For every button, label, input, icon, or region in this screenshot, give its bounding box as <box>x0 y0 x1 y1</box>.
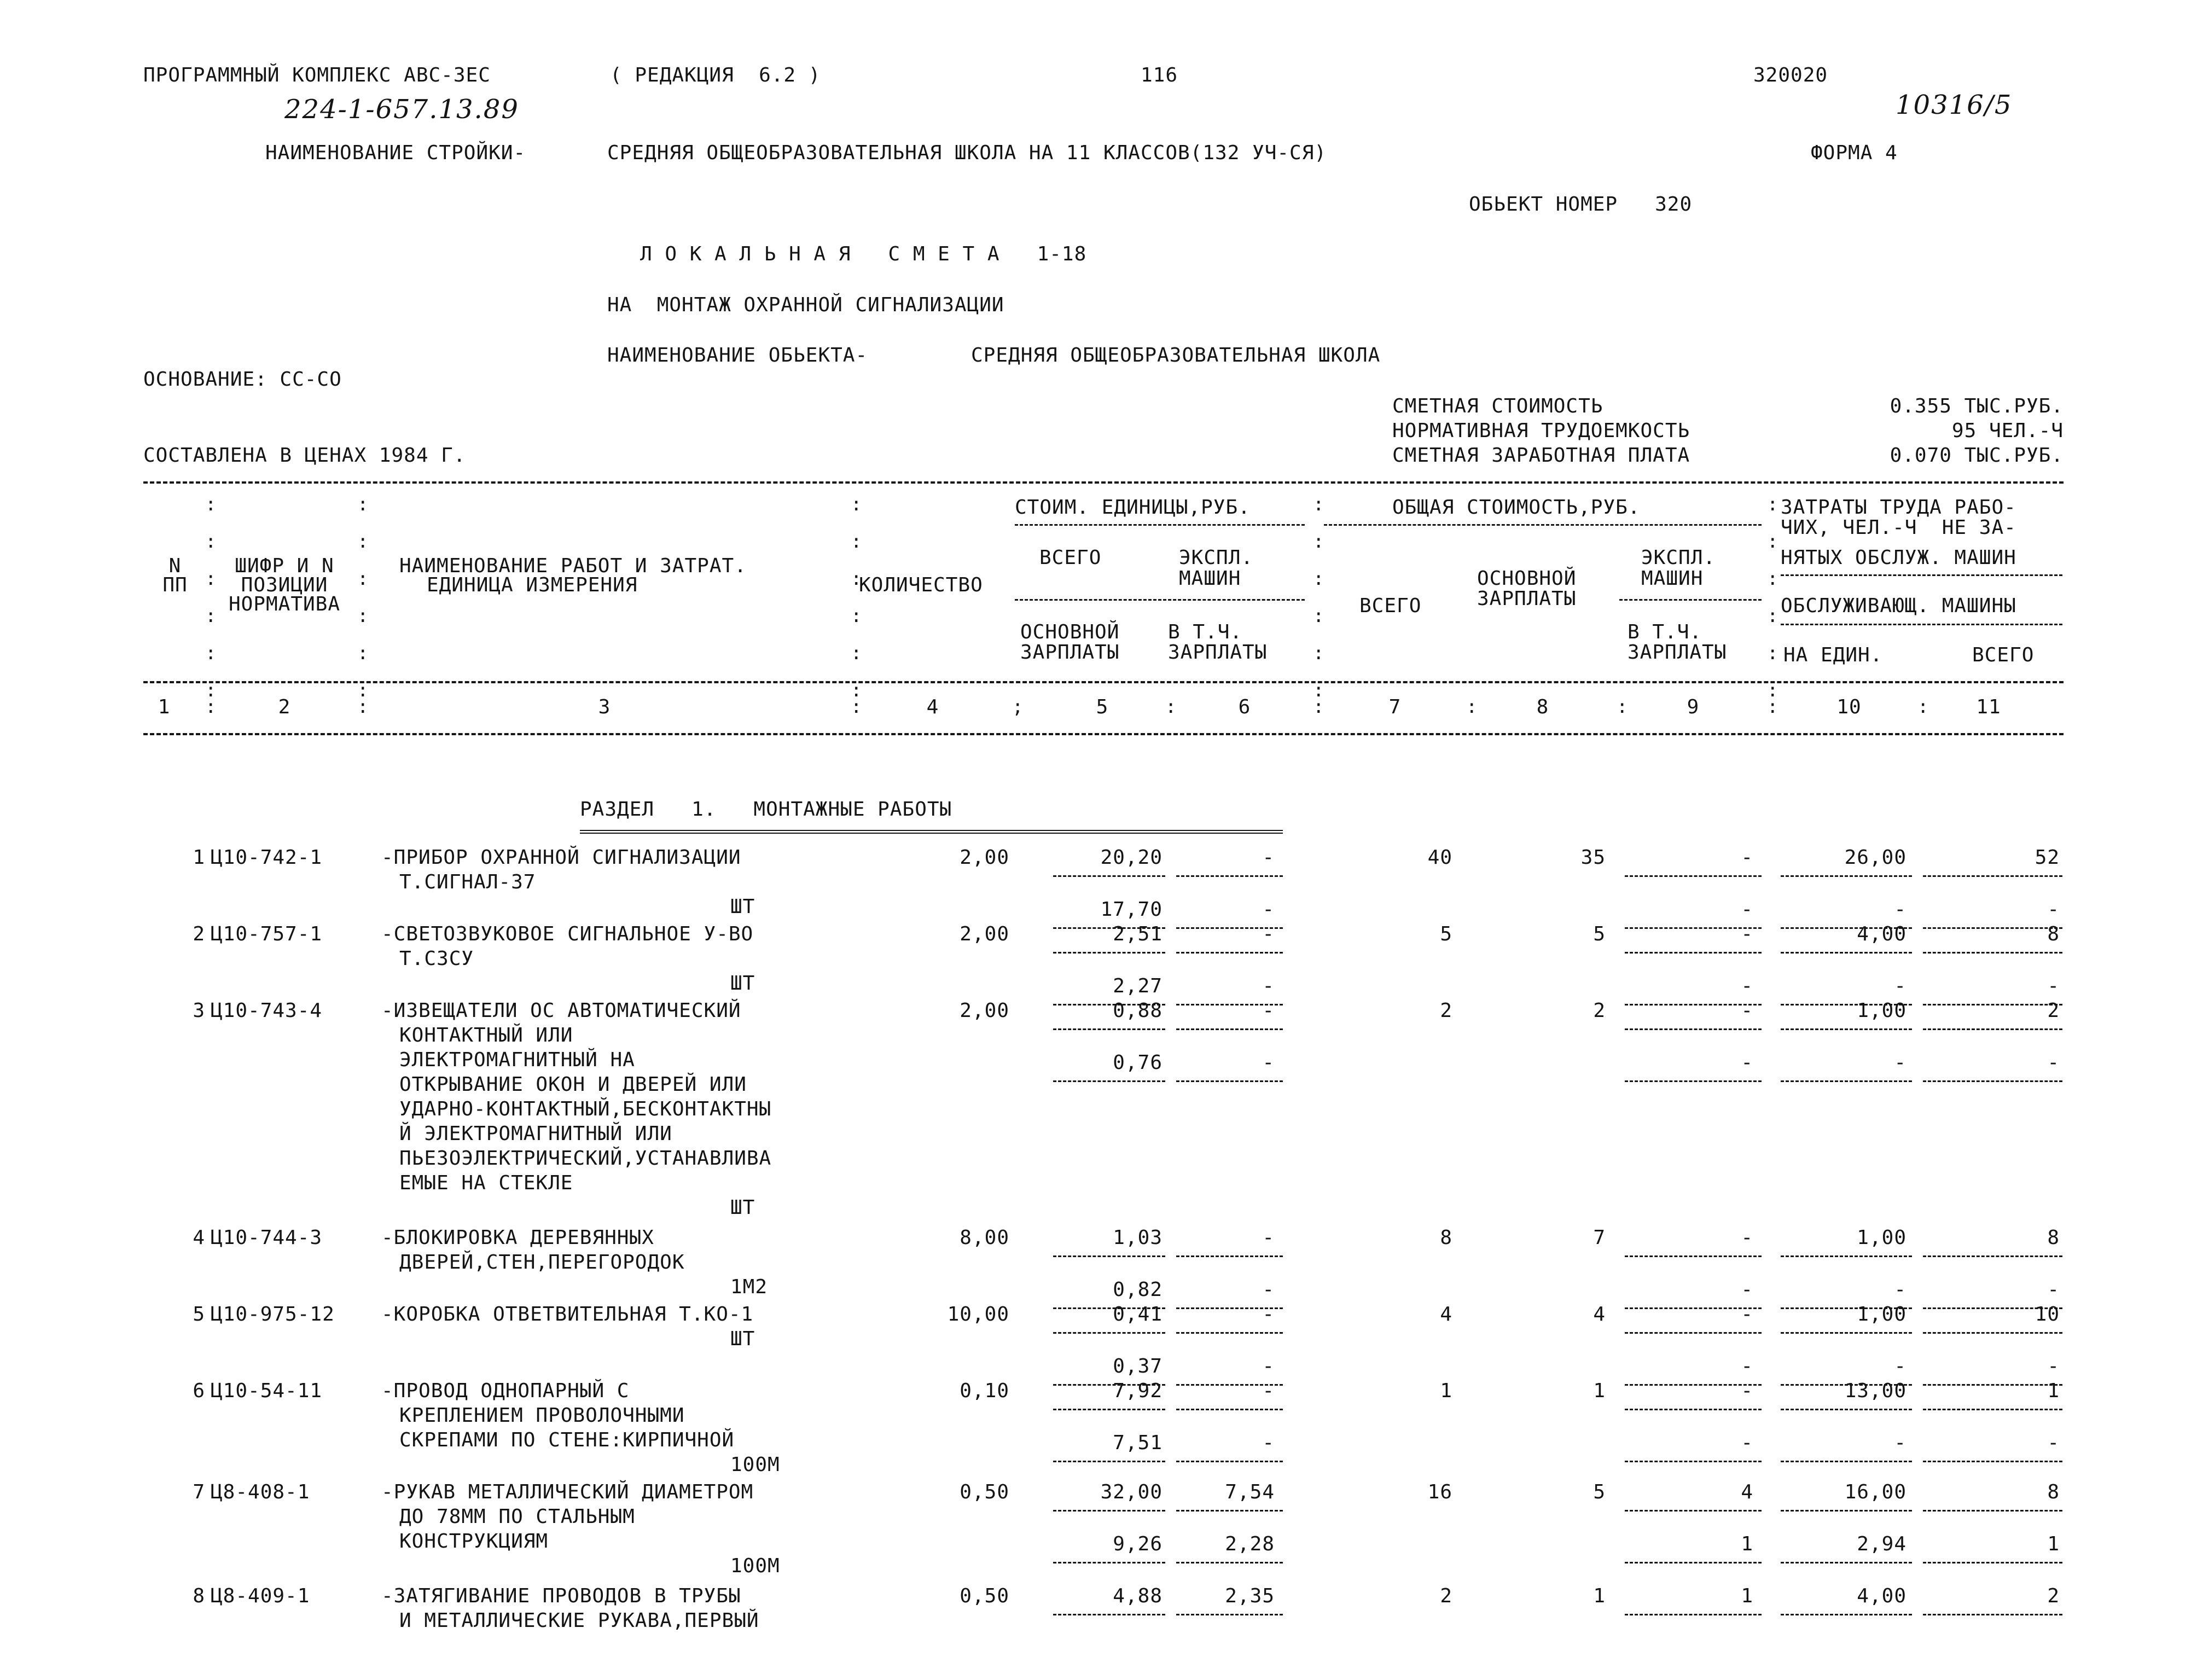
rule <box>1324 524 1762 526</box>
row-c5: 4,88 <box>1113 1585 1163 1607</box>
col2-header-line1: ШИФР И N <box>235 555 334 577</box>
row-number: 6 <box>193 1380 205 1402</box>
row-c9: 4 <box>1741 1481 1753 1503</box>
row-code: Ц10-975-12 <box>211 1303 335 1326</box>
labor-total-header: ВСЕГО <box>1972 644 2035 666</box>
row-c11: 1 <box>2047 1380 2060 1402</box>
row-c8: 7 <box>1593 1226 1606 1249</box>
object-name-label: НАИМЕНОВАНИЕ ОБЬЕКТА- <box>607 344 868 367</box>
cell-rule <box>1625 952 1762 954</box>
cell-rule <box>1053 1332 1165 1334</box>
rule <box>1781 574 2062 576</box>
row-c5: 20,20 <box>1100 846 1163 869</box>
construction-label: НАИМЕНОВАНИЕ СТРОЙКИ- <box>265 142 526 164</box>
row-c11-service: 1 <box>2047 1533 2060 1555</box>
cell-rule <box>1923 1562 2062 1563</box>
cell-rule <box>1176 875 1283 877</box>
cell-rule <box>1176 1614 1283 1615</box>
row-c9: - <box>1741 923 1753 945</box>
col-sep: : <box>1165 696 1177 718</box>
row-name-line: -БЛОКИРОВКА ДЕРЕВЯННЫХ <box>381 1226 654 1249</box>
unit-incl-header-2: ЗАРПЛАТЫ <box>1168 641 1268 664</box>
row-number: 4 <box>193 1226 205 1249</box>
labor-header-2: ЧИХ, ЧЕЛ.-Ч НЕ ЗА- <box>1781 516 2016 539</box>
col-sep: : : : : : : <box>1313 493 1324 701</box>
summary-wage-value: 0.070 ТЫС.РУБ. <box>1890 444 2064 467</box>
col-sep: : : : : : : <box>851 493 862 701</box>
labor-header-3: НЯТЫХ ОБСЛУЖ. МАШИН <box>1781 547 2016 569</box>
cell-rule <box>1923 1028 2062 1030</box>
row-unit: ШТ <box>730 1328 755 1350</box>
row-qty: 0,10 <box>960 1380 1009 1402</box>
summary-labor-label: НОРМАТИВНАЯ ТРУДОЕМКОСТЬ <box>1392 420 1690 442</box>
col-number: 7 <box>1388 696 1402 718</box>
cell-rule <box>1781 952 1912 954</box>
row-unit: ШТ <box>730 972 755 995</box>
cell-rule <box>1053 1461 1165 1462</box>
row-qty: 0,50 <box>960 1585 1009 1607</box>
cell-rule <box>1923 875 2062 877</box>
row-name-line: УДАРНО-КОНТАКТНЫЙ,БЕСКОНТАКТНЫ <box>399 1098 772 1120</box>
row-name-line: ДВЕРЕЙ,СТЕН,ПЕРЕГОРОДОК <box>399 1251 685 1274</box>
cell-rule <box>1176 1562 1283 1563</box>
row-c9-wage: 1 <box>1741 1533 1753 1555</box>
edition: ( РЕДАКЦИЯ 6.2 ) <box>610 64 821 86</box>
row-code: Ц10-54-11 <box>211 1380 323 1402</box>
cell-rule <box>1923 1461 2062 1462</box>
cell-rule <box>1176 1409 1283 1410</box>
col-sep: : <box>1767 696 1778 718</box>
cell-rule <box>1625 1028 1762 1030</box>
cell-rule <box>1625 1080 1762 1082</box>
row-c9-wage: - <box>1741 975 1753 997</box>
labor-header-1: ЗАТРАТЫ ТРУДА РАБО- <box>1781 496 2016 519</box>
row-c7: 8 <box>1440 1226 1452 1249</box>
row-c9: - <box>1741 846 1753 869</box>
col-number: 6 <box>1238 696 1251 718</box>
row-c6: - <box>1262 1380 1275 1402</box>
row-c6-wage: - <box>1262 975 1275 997</box>
row-c10: 26,00 <box>1844 846 1907 869</box>
col-sep: : <box>1917 696 1929 718</box>
row-c8: 1 <box>1593 1380 1606 1402</box>
cell-rule <box>1176 1255 1283 1257</box>
total-all-header: ВСЕГО <box>1359 595 1422 617</box>
row-code: Ц10-742-1 <box>211 846 323 869</box>
row-unit: ШТ <box>730 1196 755 1219</box>
row-c11-service: - <box>2047 1432 2060 1454</box>
row-number: 8 <box>193 1585 205 1607</box>
estimate-subject: НА МОНТАЖ ОХРАННОЙ СИГНАЛИЗАЦИИ <box>607 294 1004 316</box>
row-code: Ц10-757-1 <box>211 923 323 945</box>
row-c10: 16,00 <box>1844 1481 1907 1503</box>
row-c11: 10 <box>2035 1303 2060 1326</box>
row-number: 1 <box>193 846 205 869</box>
cell-rule <box>1625 1461 1762 1462</box>
row-c6-wage: - <box>1262 1432 1275 1454</box>
cell-rule <box>1923 1409 2062 1410</box>
col-sep: : <box>205 696 217 718</box>
cell-rule <box>1053 1614 1165 1615</box>
row-c10-service: - <box>1894 1051 1907 1074</box>
row-name-line: КОНТАКТНЫЙ ИЛИ <box>399 1024 573 1047</box>
row-c8: 5 <box>1593 1481 1606 1503</box>
unit-wage-header-1: ОСНОВНОЙ <box>1020 621 1120 643</box>
row-c6-wage: - <box>1262 1355 1275 1377</box>
row-name-line: СКРЕПАМИ ПО СТЕНЕ:КИРПИЧНОЙ <box>399 1429 735 1451</box>
cell-rule <box>1923 1510 2062 1512</box>
unit-wage-header-2: ЗАРПЛАТЫ <box>1020 641 1120 664</box>
row-c6: - <box>1262 1226 1275 1249</box>
object-name: СРЕДНЯЯ ОБЩЕОБРАЗОВАТЕЛЬНАЯ ШКОЛА <box>971 344 1381 367</box>
col-sep: : : : : : : <box>357 493 369 701</box>
row-c11: 8 <box>2047 1481 2060 1503</box>
row-name-line: КОНСТРУКЦИЯМ <box>399 1530 549 1553</box>
row-c10-service: - <box>1894 898 1907 921</box>
row-c6: - <box>1262 999 1275 1022</box>
cell-rule <box>1053 1562 1165 1563</box>
row-c6-wage: 2,28 <box>1225 1533 1275 1555</box>
row-c6-wage: - <box>1262 1051 1275 1074</box>
total-wage-header-2: ЗАРПЛАТЫ <box>1477 588 1577 610</box>
col4-header: КОЛИЧЕСТВО <box>859 574 983 596</box>
row-code: Ц10-744-3 <box>211 1226 323 1249</box>
row-c5-wage: 2,27 <box>1113 975 1163 997</box>
numbers-bottom-rule <box>143 733 2064 735</box>
row-c11-service: - <box>2047 898 2060 921</box>
cell-rule <box>1053 952 1165 954</box>
row-c10: 1,00 <box>1857 1303 1907 1326</box>
rule <box>1015 599 1305 601</box>
row-c9-wage: - <box>1741 1355 1753 1377</box>
col-number: 2 <box>278 696 291 718</box>
row-c8: 1 <box>1593 1585 1606 1607</box>
row-code: Ц8-409-1 <box>211 1585 310 1607</box>
row-c7: 2 <box>1440 999 1452 1022</box>
col2-header-line3: НОРМАТИВА <box>228 593 341 615</box>
handwritten-note-right: 10316/5 <box>1896 90 2013 120</box>
col-sep: : : : : : : <box>205 493 217 701</box>
col-number: 9 <box>1687 696 1700 718</box>
row-c9: - <box>1741 999 1753 1022</box>
cell-rule <box>1923 1384 2062 1386</box>
cell-rule <box>1625 1614 1762 1615</box>
cell-rule <box>1781 1332 1912 1334</box>
row-c11-service: - <box>2047 1051 2060 1074</box>
row-unit: ШТ <box>730 896 755 918</box>
total-incl-header-2: ЗАРПЛАТЫ <box>1628 641 1727 664</box>
cell-rule <box>1176 1332 1283 1334</box>
col-sep: : <box>357 696 369 718</box>
section-underline <box>580 830 1283 834</box>
cell-rule <box>1176 1080 1283 1082</box>
col1-header-line2: ПП <box>162 574 188 596</box>
row-c5: 7,92 <box>1113 1380 1163 1402</box>
row-c6: 2,35 <box>1225 1585 1275 1607</box>
total-incl-header-1: В Т.Ч. <box>1628 621 1702 643</box>
row-c5: 0,88 <box>1113 999 1163 1022</box>
row-code: Ц8-408-1 <box>211 1481 310 1503</box>
cell-rule <box>1176 1028 1283 1030</box>
cell-rule <box>1781 1614 1912 1615</box>
row-name-line: -РУКАВ МЕТАЛЛИЧЕСКИЙ ДИАМЕТРОМ <box>381 1481 754 1503</box>
row-c5: 0,41 <box>1113 1303 1163 1326</box>
row-name-line: Т.С3СУ <box>399 947 474 970</box>
cell-rule <box>1781 1028 1912 1030</box>
cell-rule <box>1053 1080 1165 1082</box>
row-c10: 1,00 <box>1857 999 1907 1022</box>
row-c6: - <box>1262 1303 1275 1326</box>
row-c5: 1,03 <box>1113 1226 1163 1249</box>
cell-rule <box>1176 952 1283 954</box>
col-sep: ; <box>1012 696 1024 718</box>
row-name-line: -КОРОБКА ОТВЕТВИТЕЛЬНАЯ Т.КО-1 <box>381 1303 754 1326</box>
row-c8: 35 <box>1580 846 1606 869</box>
unit-incl-header-1: В Т.Ч. <box>1168 621 1243 643</box>
row-c9-wage: - <box>1741 1051 1753 1074</box>
row-c11: 8 <box>2047 923 2060 945</box>
col-number: 3 <box>598 696 611 718</box>
col-number: 8 <box>1536 696 1549 718</box>
labor-unit-header: НА ЕДИН. <box>1783 644 1883 666</box>
row-c7: 4 <box>1440 1303 1452 1326</box>
price-basis: СОСТАВЛЕНА В ЦЕНАХ 1984 Г. <box>143 444 466 467</box>
rule <box>1619 599 1762 601</box>
cell-rule <box>1625 1255 1762 1257</box>
cell-rule <box>1625 1510 1762 1512</box>
row-c7: 1 <box>1440 1380 1452 1402</box>
col-number: 1 <box>158 696 171 718</box>
header-bottom-rule <box>143 681 2064 683</box>
cell-rule <box>1923 1255 2062 1257</box>
row-qty: 8,00 <box>960 1226 1009 1249</box>
document-code: 320020 <box>1753 64 1828 86</box>
row-c9-wage: - <box>1741 1278 1753 1301</box>
row-name-line: Т.СИГНАЛ-37 <box>399 871 536 893</box>
col-sep: : <box>1617 696 1628 718</box>
row-name-line: -ИЗВЕЩАТЕЛИ ОС АВТОМАТИЧЕСКИЙ <box>381 999 741 1022</box>
cell-rule <box>1053 1255 1165 1257</box>
cell-rule <box>1176 1461 1283 1462</box>
row-c6-wage: - <box>1262 898 1275 921</box>
row-number: 3 <box>193 999 205 1022</box>
summary-labor-value: 95 ЧЕЛ.-Ч <box>1951 420 2064 442</box>
program-name: ПРОГРАММНЫЙ КОМПЛЕКС АВС-3ЕС <box>143 64 491 86</box>
row-c11: 8 <box>2047 1226 2060 1249</box>
row-qty: 10,00 <box>947 1303 1009 1326</box>
row-c10-service: - <box>1894 975 1907 997</box>
row-c5-wage: 9,26 <box>1113 1533 1163 1555</box>
cell-rule <box>1625 875 1762 877</box>
row-c11: 2 <box>2047 999 2060 1022</box>
row-unit: 1М2 <box>730 1276 768 1298</box>
summary-cost-value: 0.355 ТЫС.РУБ. <box>1890 395 2064 417</box>
row-c10-service: - <box>1894 1278 1907 1301</box>
row-c7: 40 <box>1427 846 1452 869</box>
cell-rule <box>1923 927 2062 929</box>
row-name-line: КРЕПЛЕНИЕМ ПРОВОЛОЧНЫМИ <box>399 1404 685 1427</box>
col-sep: : <box>851 696 862 718</box>
row-c7: 5 <box>1440 923 1452 945</box>
unit-cost-group: СТОИМ. ЕДИНИЦЫ,РУБ. <box>1015 496 1251 519</box>
row-name-line: -ПРИБОР ОХРАННОЙ СИГНАЛИЗАЦИИ <box>381 846 741 869</box>
row-c7: 16 <box>1427 1481 1452 1503</box>
total-mach-header-2: МАШИН <box>1641 567 1704 590</box>
row-c10-service: - <box>1894 1432 1907 1454</box>
cell-rule <box>1781 1562 1912 1563</box>
table-top-rule <box>143 481 2064 484</box>
row-name-line: Й ЭЛЕКТРОМАГНИТНЫЙ ИЛИ <box>399 1123 672 1145</box>
cell-rule <box>1923 1004 2062 1005</box>
cell-rule <box>1176 1510 1283 1512</box>
row-c8: 2 <box>1593 999 1606 1022</box>
cell-rule <box>1781 1510 1912 1512</box>
row-c9-wage: - <box>1741 1432 1753 1454</box>
col-sep: : <box>1466 696 1478 718</box>
row-c10: 13,00 <box>1844 1380 1907 1402</box>
cell-rule <box>1625 1332 1762 1334</box>
col-number: 10 <box>1836 696 1862 718</box>
row-c8: 4 <box>1593 1303 1606 1326</box>
row-c10: 4,00 <box>1857 923 1907 945</box>
row-name-line: ЭЛЕКТРОМАГНИТНЫЙ НА <box>399 1049 635 1071</box>
section-title: РАЗДЕЛ 1. МОНТАЖНЫЕ РАБОТЫ <box>580 798 952 821</box>
cell-rule <box>1923 1332 2062 1334</box>
row-c11: 2 <box>2047 1585 2060 1607</box>
row-c7: 2 <box>1440 1585 1452 1607</box>
row-name-line: ОТКРЫВАНИЕ ОКОН И ДВЕРЕЙ ИЛИ <box>399 1073 747 1096</box>
row-c10: 1,00 <box>1857 1226 1907 1249</box>
row-unit: 100М <box>730 1555 780 1577</box>
row-c6: 7,54 <box>1225 1481 1275 1503</box>
row-c5-wage: 0,82 <box>1113 1278 1163 1301</box>
col-number: 5 <box>1096 696 1109 718</box>
row-c9: - <box>1741 1303 1753 1326</box>
row-name-line: -СВЕТОЗВУКОВОЕ СИГНАЛЬНОЕ У-ВО <box>381 923 754 945</box>
cell-rule <box>1781 875 1912 877</box>
cell-rule <box>1625 1409 1762 1410</box>
row-number: 5 <box>193 1303 205 1326</box>
cell-rule <box>1923 1614 2062 1615</box>
row-name-line: -ЗАТЯГИВАНИЕ ПРОВОДОВ В ТРУБЫ <box>381 1585 741 1607</box>
cell-rule <box>1781 1461 1912 1462</box>
summary-wage-label: СМЕТНАЯ ЗАРАБОТНАЯ ПЛАТА <box>1392 444 1690 467</box>
total-mach-header-1: ЭКСПЛ. <box>1641 547 1716 569</box>
row-c5-wage: 0,37 <box>1113 1355 1163 1377</box>
row-name-line: -ПРОВОД ОДНОПАРНЫЙ С <box>381 1380 630 1402</box>
row-c5-wage: 0,76 <box>1113 1051 1163 1074</box>
row-c9: - <box>1741 1226 1753 1249</box>
row-c9: 1 <box>1741 1585 1753 1607</box>
cell-rule <box>1625 1562 1762 1563</box>
row-code: Ц10-743-4 <box>211 999 323 1022</box>
cell-rule <box>1923 1080 2062 1082</box>
row-c5: 2,51 <box>1113 923 1163 945</box>
row-number: 7 <box>193 1481 205 1503</box>
row-c9: - <box>1741 1380 1753 1402</box>
row-c6: - <box>1262 923 1275 945</box>
col2-header-line2: ПОЗИЦИИ <box>241 574 328 596</box>
total-wage-header-1: ОСНОВНОЙ <box>1477 567 1577 590</box>
row-c5-wage: 17,70 <box>1100 898 1163 921</box>
cell-rule <box>1781 1409 1912 1410</box>
row-name-line: И МЕТАЛЛИЧЕСКИЕ РУКАВА,ПЕРВЫЙ <box>399 1609 759 1632</box>
row-c11-service: - <box>2047 1278 2060 1301</box>
col1-header-line1: N <box>168 555 182 577</box>
row-qty: 2,00 <box>960 846 1009 869</box>
row-c5-wage: 7,51 <box>1113 1432 1163 1454</box>
cell-rule <box>1053 1409 1165 1410</box>
col3-header-line2: ЕДИНИЦА ИЗМЕРЕНИЯ <box>427 574 638 596</box>
estimate-title: Л О К А Л Ь Н А Я С М Е Т А 1-18 <box>640 243 1087 265</box>
row-name-line: ДО 78ММ ПО СТАЛЬНЫМ <box>399 1505 635 1528</box>
unit-mach-header-1: ЭКСПЛ. <box>1179 547 1254 569</box>
col-sep: : <box>1313 696 1324 718</box>
row-c8: 5 <box>1593 923 1606 945</box>
row-qty: 0,50 <box>960 1481 1009 1503</box>
cell-rule <box>1781 1255 1912 1257</box>
rule <box>1015 524 1305 526</box>
row-c10-service: 2,94 <box>1857 1533 1907 1555</box>
cell-rule <box>1053 1510 1165 1512</box>
row-c11-service: - <box>2047 1355 2060 1377</box>
summary-cost-label: СМЕТНАЯ СТОИМОСТЬ <box>1392 395 1603 417</box>
basis: ОСНОВАНИЕ: СС-СО <box>143 368 342 391</box>
row-unit: 100М <box>730 1454 780 1476</box>
cell-rule <box>1053 1028 1165 1030</box>
row-c11: 52 <box>2035 846 2060 869</box>
row-qty: 2,00 <box>960 999 1009 1022</box>
col3-header-line1: НАИМЕНОВАНИЕ РАБОТ И ЗАТРАТ. <box>399 555 747 577</box>
unit-mach-header-2: МАШИН <box>1179 567 1241 590</box>
row-c10: 4,00 <box>1857 1585 1907 1607</box>
row-name-line: ПЬЕЗОЭЛЕКТРИЧЕСКИЙ,УСТАНАВЛИВА <box>399 1147 772 1170</box>
row-c6: - <box>1262 846 1275 869</box>
page-number: 116 <box>1141 64 1178 86</box>
labor-service-header: ОБСЛУЖИВАЮЩ. МАШИНЫ <box>1781 595 2016 617</box>
col-number: 4 <box>926 696 939 718</box>
unit-total-header: ВСЕГО <box>1039 547 1102 569</box>
object-number: ОБЬЕКТ НОМЕР 320 <box>1469 193 1693 216</box>
row-name-line: ЕМЫЕ НА СТЕКЛЕ <box>399 1172 573 1194</box>
row-number: 2 <box>193 923 205 945</box>
rule <box>1781 624 2062 625</box>
form-label: ФОРМА 4 <box>1811 142 1898 164</box>
row-qty: 2,00 <box>960 923 1009 945</box>
col-number: 11 <box>1976 696 2001 718</box>
row-c6-wage: - <box>1262 1278 1275 1301</box>
row-c10-service: - <box>1894 1355 1907 1377</box>
handwritten-note-left: 224-1-657.13.89 <box>284 94 519 125</box>
row-c9-wage: - <box>1741 898 1753 921</box>
cell-rule <box>1053 875 1165 877</box>
row-c11-service: - <box>2047 975 2060 997</box>
row-c5: 32,00 <box>1100 1481 1163 1503</box>
cell-rule <box>1923 952 2062 954</box>
total-cost-group: ОБЩАЯ СТОИМОСТЬ,РУБ. <box>1392 496 1641 519</box>
construction-name: СРЕДНЯЯ ОБЩЕОБРАЗОВАТЕЛЬНАЯ ШКОЛА НА 11 КЛАССОВ(132 УЧ-СЯ) <box>607 142 1327 164</box>
col-sep: : : : : : : <box>1767 493 1778 701</box>
cell-rule <box>1781 1080 1912 1082</box>
